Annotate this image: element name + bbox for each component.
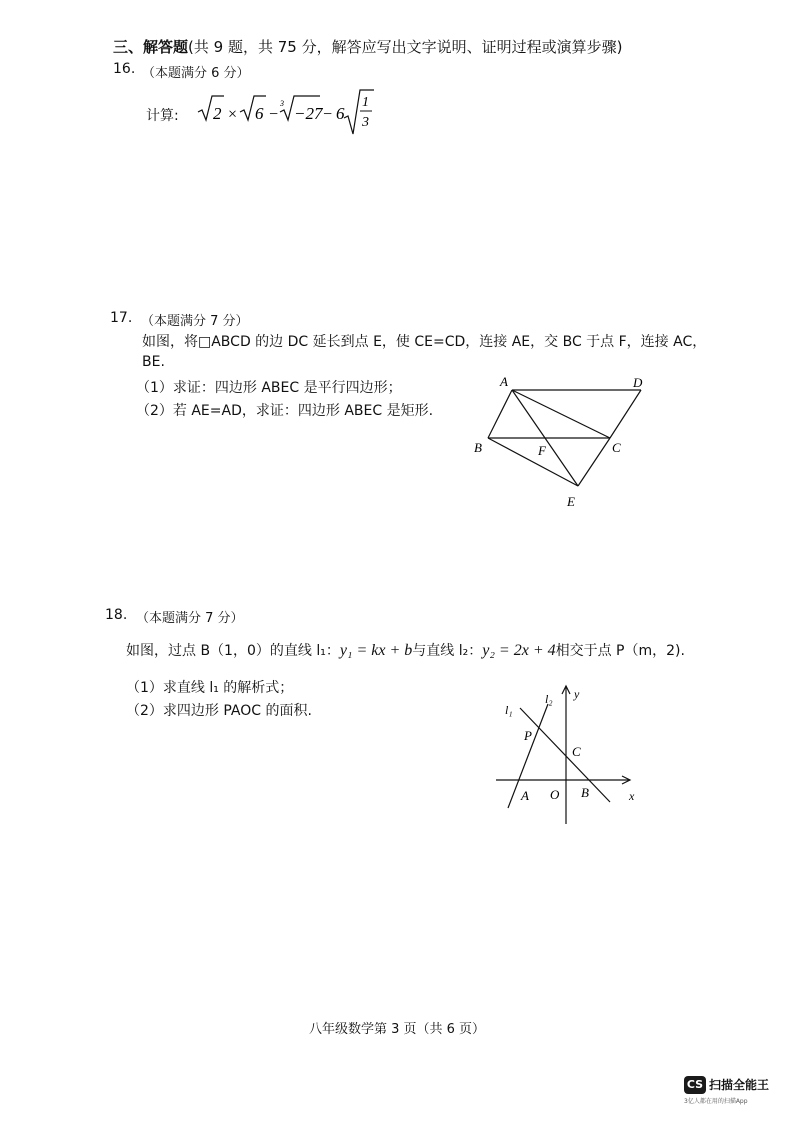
q18-eq1: y₁ = kx + b <box>339 642 413 659</box>
label-O: O <box>550 787 560 802</box>
expr-den: 3 <box>362 115 369 130</box>
label-A: A <box>500 374 508 389</box>
label-B: B <box>581 785 589 800</box>
label-F: F <box>538 443 546 458</box>
expr-times: × <box>227 106 238 123</box>
label-E: E <box>567 494 575 509</box>
label-D: D <box>633 375 643 390</box>
segment-AC <box>512 390 610 438</box>
q17-part2: （2）若 AE=AD，求证：四边形 ABEC 是矩形. <box>136 403 434 419</box>
q18-part1: （1）求直线 l₁ 的解析式； <box>126 680 294 696</box>
q17-number: 17. <box>110 310 133 326</box>
q18-line1 <box>126 640 685 660</box>
q18-part2: （2）求四边形 PAOC 的面积. <box>126 703 312 719</box>
section-title-rest: (共 9 题，共 75 分，解答应写出文字说明、证明过程或演算步骤) <box>188 38 623 56</box>
label-A: A <box>521 788 529 803</box>
camscanner-logo-icon: CS <box>684 1076 706 1094</box>
expr-b: 6 <box>255 104 264 123</box>
label-l1: l₁ <box>505 703 513 717</box>
q18-line1-a: 如图，过点 B（1，0）的直线 l₁： <box>126 643 340 659</box>
watermark-name: 扫描全能王 <box>709 1078 770 1092</box>
q17-line2: BE. <box>142 354 165 370</box>
page-footer: 八年级数学第 3 页（共 6 页） <box>308 1022 486 1037</box>
label-C: C <box>612 440 621 455</box>
section-heading <box>113 36 622 57</box>
segment-DC <box>610 390 641 438</box>
scanner-watermark <box>684 1074 770 1105</box>
expr-coef: 6 <box>336 104 345 123</box>
q18-header: （本题满分 7 分） <box>136 611 244 626</box>
expr-minus1: − <box>268 106 279 123</box>
q16-expression <box>196 88 386 140</box>
q16-prompt: 计算: <box>146 108 179 124</box>
expr-cube-index: 3 <box>280 99 284 108</box>
q18-number: 18. <box>105 607 128 623</box>
q17-figure <box>468 368 658 514</box>
label-B: B <box>474 440 482 455</box>
expr-num: 1 <box>362 95 369 110</box>
q16-number: 16. <box>113 61 136 77</box>
q17-part1: （1）求证：四边形 ABEC 是平行四边形； <box>136 380 402 396</box>
expr-a: 2 <box>213 104 222 123</box>
label-l2: l₂ <box>545 692 553 706</box>
label-x: x <box>629 789 635 803</box>
sqrt-sign-3 <box>344 90 374 134</box>
expr-c: −27 <box>294 104 323 123</box>
q18-line1-c: 相交于点 P（m，2). <box>555 643 685 659</box>
section-title-bold: 三、解答题 <box>113 38 189 56</box>
segment-AB <box>488 390 512 438</box>
q16-header: （本题满分 6 分） <box>142 66 250 81</box>
segment-CE <box>578 438 610 486</box>
q18-figure <box>490 680 650 830</box>
label-C: C <box>572 744 581 759</box>
expr-minus2: − <box>322 106 333 123</box>
q18-line1-b: 与直线 l₂： <box>412 643 483 659</box>
line-l1 <box>520 708 610 802</box>
q18-eq2: y₂ = 2x + 4 <box>482 642 556 659</box>
watermark-sub: 3亿人都在用的扫描App <box>684 1098 748 1105</box>
q17-header: （本题满分 7 分） <box>141 314 249 329</box>
label-y: y <box>574 687 580 701</box>
q17-line1: 如图，将□ABCD 的边 DC 延长到点 E，使 CE=CD，连接 AE，交 BC 于点 F，连接 AC， <box>142 334 707 350</box>
label-P: P <box>524 728 532 743</box>
segment-BE <box>488 438 578 486</box>
